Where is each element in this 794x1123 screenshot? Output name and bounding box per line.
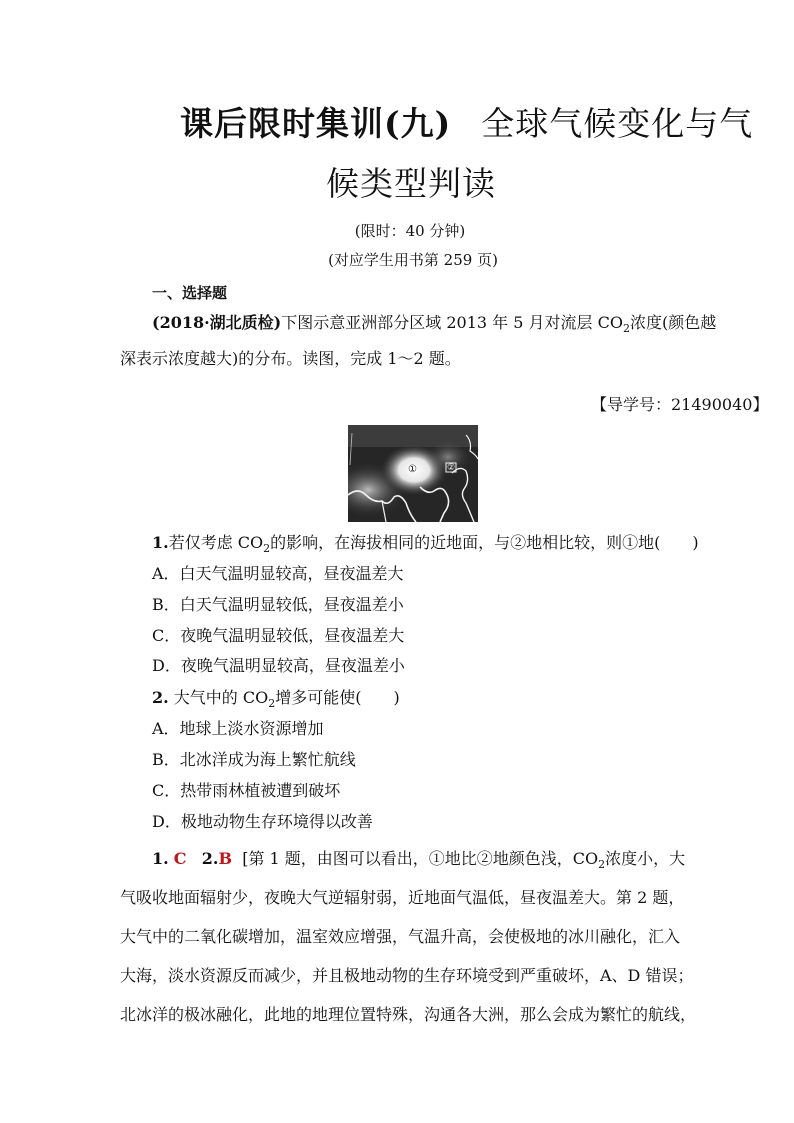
page-title-line-1 [180, 98, 753, 145]
map-label-2: ② [447, 463, 456, 473]
explanation-line-3: 大气中的二氧化碳增加，温室效应增强，气温升高，会使极地的冰川融化，汇入 [120, 927, 681, 946]
intro-line-2: 深表示浓度越大)的分布。读图，完成 1～2 题。 [120, 349, 461, 368]
question-1-stem-b: 的影响，在海拔相同的近地面，与②地相比较，则①地( ) [270, 533, 699, 552]
question-2-stem [152, 688, 400, 714]
guide-number: 【导学号：21490040】 [591, 395, 769, 414]
explanation-text-1b: 浓度小，大 [605, 849, 686, 868]
explanation-line-5: 北冰洋的极冰融化，此地的地理位置特殊，沟通各大洲，那么会成为繁忙的航线， [120, 1005, 697, 1024]
question-1-number: 1. [152, 533, 169, 552]
answer-2-number: 2. [201, 849, 219, 868]
explanation-text-1a: [第 1 题，由图可以看出，①地比②地颜色浅，CO [242, 849, 599, 868]
intro-line-1 [152, 313, 716, 339]
intro-text-2: 浓度(颜色越 [629, 313, 717, 332]
question-1-subscript: 2 [263, 542, 271, 556]
title-topic: 全球气候变化与气 [481, 104, 754, 143]
question-1-stem [152, 533, 699, 559]
question-2-option-a: A．地球上淡水资源增加 [152, 719, 324, 738]
question-2-option-b: B．北冰洋成为海上繁忙航线 [152, 750, 356, 769]
answer-1-number: 1. [152, 849, 169, 868]
time-limit: (限时：40 分钟) [354, 222, 466, 240]
explanation-subscript: 2 [598, 858, 606, 872]
intro-text-1: 下图示意亚洲部分区域 2013 年 5 月对流层 CO [281, 313, 623, 332]
explanation-line-4: 大海，淡水资源反而减少，并且极地动物的生存环境受到严重破坏，A、D 错误； [120, 966, 694, 985]
question-2-option-d: D．极地动物生存环境得以改善 [152, 812, 373, 831]
question-1-stem-a: 若仅考虑 CO [168, 533, 264, 552]
explanation-line-2: 气吸收地面辐射少，夜晚大气逆辐射弱，近地面气温低，昼夜温差大。第 2 题， [120, 888, 685, 907]
answer-1-choice: C [173, 849, 187, 868]
co2-subscript: 2 [622, 322, 630, 336]
question-1-option-d: D．夜晚气温明显较高，昼夜温差小 [152, 656, 405, 675]
answer-2-choice: B [218, 849, 233, 868]
title-series: 课后限时集训(九) [180, 104, 452, 143]
section-heading: 一、选择题 [152, 284, 228, 302]
map-label-1: ① [408, 464, 417, 475]
question-1-option-b: B．白天气温明显较低，昼夜温差小 [152, 595, 404, 614]
question-1-option-c: C．夜晚气温明显较低，昼夜温差大 [152, 626, 405, 645]
question-2-option-c: C．热带雨林植被遭到破坏 [152, 781, 341, 800]
page-title-line-2: 候类型判读 [326, 164, 496, 203]
co2-concentration-map [348, 425, 478, 522]
question-2-stem-a: 大气中的 CO [173, 688, 269, 707]
question-2-stem-b: 增多可能使( ) [275, 688, 400, 707]
question-1-option-a: A．白天气温明显较高，昼夜温差大 [152, 564, 404, 583]
question-source: (2018·湖北质检) [152, 313, 282, 332]
question-2-number: 2. [152, 688, 169, 707]
book-reference: (对应学生用书第 259 页) [328, 251, 498, 269]
question-2-subscript: 2 [268, 697, 276, 711]
answer-line-1 [152, 849, 685, 875]
